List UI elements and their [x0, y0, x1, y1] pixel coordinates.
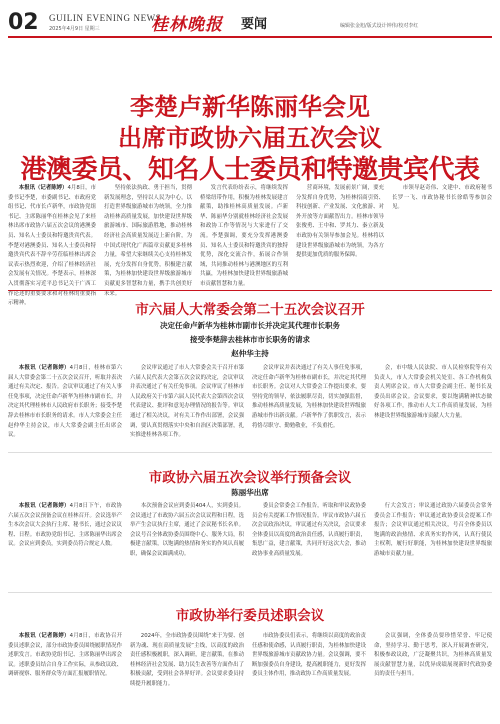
- article1-column-5: [392, 184, 492, 224]
- article4-text-2: 2024年，全市政协委员围绕“来于为要、创新为魂、现在高质量发展”主线，以高度的政治责任感积极履职，深入调研，建言献策，在推动桂林经济社会发展、助力民生改善等方面作出了积极贡献，受到社会各界好评。会议要求委员持续提升履职能力。: [130, 633, 244, 687]
- section-divider: [8, 452, 492, 453]
- article2-lead: 本报讯（记者陈婷）: [18, 365, 70, 371]
- header-divider: [8, 36, 492, 38]
- article4-column-4: [374, 632, 492, 716]
- article1-column-2: [104, 184, 192, 297]
- issue-date: 2025年4月9日 星期三: [49, 26, 100, 32]
- article1-column-4: [296, 184, 384, 284]
- section-divider: [8, 592, 492, 593]
- article1-column-3: [200, 184, 288, 287]
- article4-column-2: [130, 632, 244, 716]
- article2-column-1: [8, 364, 122, 448]
- article2-text-2: 会议审议通过了市人大常委会关于召开市第六届人民代表大会第五次会议的决定，会议审议并表决通过了有关任免事项。会议审议了桂林市人民政府关于市第六届人民代表大会第四次会议代表建议、批评和意见办理情况的报告等。审议通过了相关决议，对有关工作作出部署，会议强调，要认真贯彻落实中央和自治区决策部署，扎实推进桂林各项工作。: [130, 365, 244, 439]
- article3-title: 市政协六届五次会议举行预备会议: [148, 470, 352, 486]
- paper-logo: 桂林晚报: [151, 15, 223, 35]
- article3-column-4: [374, 502, 492, 582]
- article3-byline: 陈丽华出席: [231, 488, 269, 497]
- article4-column-3: [252, 632, 366, 716]
- article3-text-3: 委员会常委会工作报告，听取和审议政协委员会有关提案工作情况报告，审议市政协六届五次会议政治决议，审议通过有关决议，会议要求全体委员以高度的政治责任感，认真履行职责，集思广益，建言献策，共同开好这次大会，推动政协事业高质量发展。: [252, 503, 366, 557]
- page-number: 02: [8, 10, 39, 35]
- section-name: 要闻: [241, 17, 268, 32]
- article1-column-1: [8, 184, 96, 307]
- article4-lead: 本报讯（记者陈婷）: [18, 633, 70, 639]
- section-divider: [8, 290, 492, 291]
- article2-subtitle-1: 决定任命卢新华为桂林市副市长并决定其代理市长职务: [160, 321, 340, 330]
- article1-lead: 本报讯（记者陈婷）: [18, 185, 68, 191]
- article2-text-1: 4月8日，桂林市第六届人大常委会第二十五次会议召开，听取并表决通过有关决定、报告。会议审议通过了有关人事任免事项，决定任命卢新华为桂林市副市长，并决定其代理桂林市人民政府市长职务；接受李楚辞去桂林市市长职务的请求。市人大常委会主任赵仲华主持会议，市人大常委会副主任出席会议。: [8, 365, 122, 439]
- article1-text-2: 坚持依法执政、勇于担当，贯彻新发展理念，坚持以人民为中心，以打造世界级旅游城市为统领，全力推动桂林高质量发展，加快建设世界级旅游城市、国际旅游胜地，推动桂林经济社会高质量发展迈上新台阶，为中国式现代化广西篇章贡献更多桂林力量，希望大家继续关心支持桂林发展，充分发挥自身优势，积极建言献策，为桂林加快建设世界级旅游城市贡献更多智慧和力量，携手共创美好未来。: [104, 185, 192, 297]
- article1-text-5: 市领导赵奇伟、文建中、市政府秘书长罗一飞、市政协秘书长徐皓等参加会见。: [392, 185, 492, 211]
- page-header: [0, 0, 500, 36]
- paper-name-english: GUILIN EVENING NEWS: [49, 13, 162, 23]
- headline-line-1: 李楚卢新华陈丽华会见: [130, 93, 370, 121]
- article3-column-3: [252, 502, 366, 582]
- article2-text-4: 会，市中级人民法院、市人民检察院等有关负责人，市人大常委会机关处室、各工作机构负责人列席会议。市人大常委会副主任、秘书长及委员出席会议。会议要求，要以饱满精神状态做好各项工作，推动市人大工作高质量发展，为桂林建设世界级旅游城市贡献人大力量。: [374, 365, 492, 419]
- article1-text-1: 4月8日，市委书记李楚，市委副书记、市政府党组书记、代市长卢新华，市政协党组书记、主席陈丽华在桂林会见了来桂林出席市政协六届五次会议的港澳委员、知名人士委员和特邀贵宾代表。李楚对港澳委员、知名人士委员和特邀贵宾代表不辞辛劳莅临桂林出席会议表示热烈欢迎，介绍了桂林经济社会发展有关情况。李楚表示，桂林深入贯彻落实习近平总书记关于广西工作论述的重要要求和对桂林的重要指示精神，: [8, 185, 96, 307]
- article4-text-3: 市政协委员们表示，将继续以高度的政治责任感和使命感，认真履行职责，为桂林加快建设世界级旅游城市贡献政协力量。会议强调，要不断加强委员自身建设，提高履职能力，更好发挥委员主体作用，推动政协工作高质量发展。: [252, 633, 366, 678]
- article2-column-4: [374, 364, 492, 448]
- article3-text-4: 行大会发言；审议通过政协六届委员会常务委员会工作报告；审议通过政协委员会提案工作报告；会议审议通过相关决议，号召全体委员以饱满的政治热情、求真务实的作风，认真行使民主权利，履行好职能，为桂林加快建设世界级旅游城市贡献力量。: [374, 503, 492, 557]
- article2-column-2: [130, 364, 244, 448]
- article2-subtitle-3: 赵仲华主持: [231, 349, 269, 358]
- editor-credits: 编辑张金旭/版式设计钟伟/校对李红: [340, 23, 419, 29]
- article3-text-2: 本次预备会议应到委员404人，实到委员。会议通过了市政协六届五次会议议程和日程，选举产生会议执行主席，通过了会议秘书长名单。会议号召全体政协委员围绕中心、服务大局，积极建言献策，以饱满的热情和务实的作风认真履职，确保会议圆满成功。: [130, 503, 244, 557]
- article4-text-4: 会议强调，全体委员要珍惜荣誉、牢记使命，坚持学习、勤于思考，深入开展调查研究，积极参政议政，广泛凝聚共识，为桂林高质量发展贡献智慧力量，以优异成绩展现新时代政协委员的责任与担当。: [374, 633, 492, 678]
- article1-text-4: 营商环境，发展前景广阔，要充分发挥自身优势，为桂林招商引资、科技创新、产业发展、文化旅游、对外开放等方面献智出力。桂林市领导张俊勇、王中和、罗其力、秦立新及市政协有关领导参加会见。桂林将以建设世界级旅游城市为统领，为各方提供更加优质的服务保障。: [296, 185, 384, 259]
- article1-text-3: 发言代表纷纷表示，将继续发挥桥梁纽带作用，积极为桂林发展建言献策，助推桂林高质量发展。卢新华、陈丽华分别就桂林经济社会发展和政协工作等情况与大家进行了交流。李楚强调，要充分发挥港澳委员、知名人士委员和特邀贵宾的独特优势，深化交流合作，拓展合作领域，共同推动桂林与港澳地区的互利共赢，为桂林加快建设世界级旅游城市贡献智慧和力量。: [200, 185, 288, 287]
- article3-column-2: [130, 502, 244, 582]
- article2-column-3: [252, 364, 366, 448]
- article3-column-1: [8, 502, 122, 582]
- article3-lead: 本报讯（记者陈婷）: [18, 503, 70, 509]
- article3-text-1: 4月8日下午，市政协六届五次会议预备会议在桂林召开。会议选举产生本次会议大会执行主席、秘书长，通过会议议程、日程。市政协党组书记、主席陈丽华出席会议。会议应到委员，实到委员符合规定人数。: [8, 503, 122, 548]
- headline-line-3: 港澳委员、知名人士委员和特邀贵宾代表: [20, 155, 480, 185]
- article2-text-3: 会议审议并表决通过了有关人事任免事项，决定任命卢新华为桂林市副市长，并决定其代理市长职务。会议对人大常委会工作提出要求，要坚持党的领导，依法履职尽责，切实加强监督，推动桂林高质量发展，为桂林加快建设世界级旅游城市作出新贡献。卢新华作了供职发言，表示将恪尽职守、勤勉敬业，不负重托。: [252, 365, 366, 429]
- article4-text-1: 4月8日，市政协召开委员述职会议，部分市政协委员围绕履职情况作述职发言。市政协党组书记、主席陈丽华出席会议。述职委员结合自身工作实际，从参政议政、调研视察、服务群众等方面汇报履职情况。: [8, 633, 122, 678]
- article4-title: 市政协举行委员述职会议: [175, 608, 325, 624]
- article2-subtitle-2: 接受李楚辞去桂林市市长职务的请求: [190, 335, 310, 344]
- headline-line-2: 出席市政协六届五次会议: [118, 124, 382, 152]
- article4-column-1: [8, 632, 122, 716]
- article2-title: 市六届人大常委会第二十五次会议召开: [135, 302, 365, 318]
